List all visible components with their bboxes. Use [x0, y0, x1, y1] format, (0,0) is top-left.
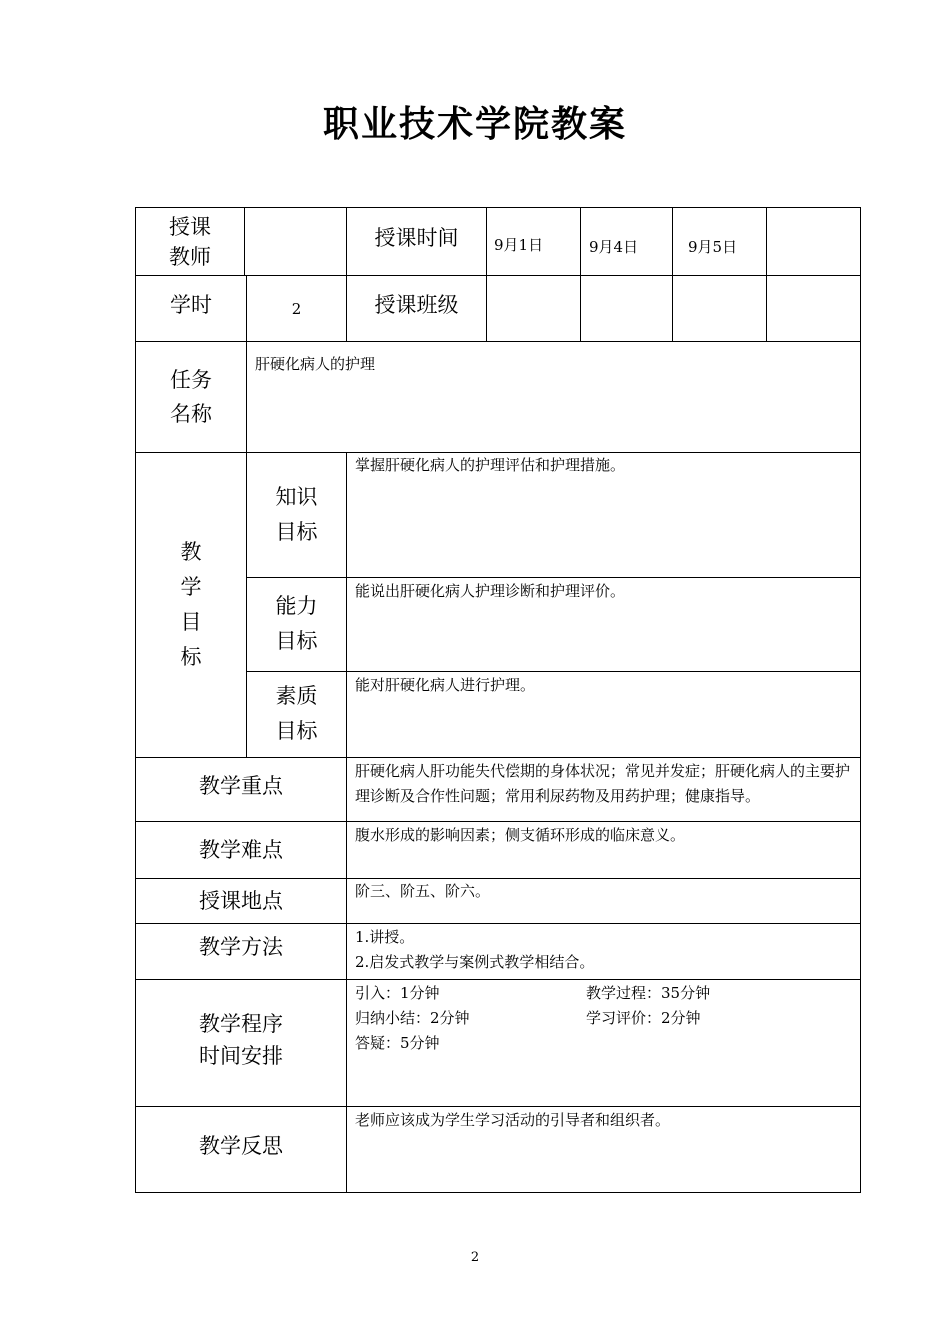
schedule-col-1 [347, 981, 579, 1056]
location-value: 阶三、阶五、阶六。 [355, 882, 491, 900]
schedule-item: 归纳小结：2分钟 [355, 1009, 470, 1027]
quality-label: 素质 目标 [275, 684, 318, 743]
teacher-value [245, 208, 346, 275]
method-item: 2.启发式教学与案例式教学相结合。 [355, 953, 595, 971]
document-title: 职业技术学院教案 [322, 104, 627, 145]
methods-label: 教学方法 [199, 935, 283, 959]
schedule-col-2 [578, 981, 838, 1031]
date-2: 9月4日 [589, 238, 639, 256]
difficulties-label: 教学难点 [199, 838, 283, 862]
quality-value: 能对肝硬化病人进行护理。 [355, 676, 536, 694]
key-points-label: 教学重点 [199, 774, 283, 798]
schedule-item: 答疑：5分钟 [355, 1034, 440, 1052]
schedule-label: 教学程序 时间安排 [199, 1012, 283, 1068]
time-label: 授课时间 [374, 226, 459, 250]
difficulties-value: 腹水形成的影响因素；侧支循环形成的临床意义。 [355, 826, 686, 844]
date-1: 9月1日 [494, 236, 544, 254]
ability-label: 能力 目标 [275, 594, 318, 653]
methods-list [347, 925, 857, 975]
schedule-item: 教学过程：35分钟 [586, 984, 711, 1002]
knowledge-label: 知识 目标 [275, 485, 318, 544]
hours-value: 2 [291, 300, 302, 318]
page-number: 2 [470, 1250, 480, 1265]
key-points-value: 肝硬化病人肝功能失代偿期的身体状况；常见并发症；肝硬化病人的主要护理诊断及合作性问题；常用利尿药物及用药护理；健康指导。 [355, 762, 851, 805]
reflection-label: 教学反思 [199, 1134, 283, 1158]
schedule-item: 引入：1分钟 [355, 984, 440, 1002]
task-label: 任务 名称 [170, 368, 212, 426]
teacher-label: 授课 教师 [169, 214, 211, 269]
class-label: 授课班级 [374, 293, 459, 317]
reflection-value: 老师应该成为学生学习活动的引导者和组织者。 [355, 1111, 671, 1129]
method-item: 1.讲授。 [355, 928, 415, 946]
location-label: 授课地点 [199, 889, 283, 913]
knowledge-value: 掌握肝硬化病人的护理评估和护理措施。 [355, 456, 626, 474]
schedule-item: 学习评价：2分钟 [586, 1009, 701, 1027]
task-value: 肝硬化病人的护理 [255, 355, 376, 373]
date-3: 9月5日 [688, 238, 738, 256]
objectives-label: 教 学 目 标 [180, 540, 202, 669]
hours-label: 学时 [170, 293, 212, 317]
ability-value: 能说出肝硬化病人护理诊断和护理评价。 [355, 582, 626, 600]
